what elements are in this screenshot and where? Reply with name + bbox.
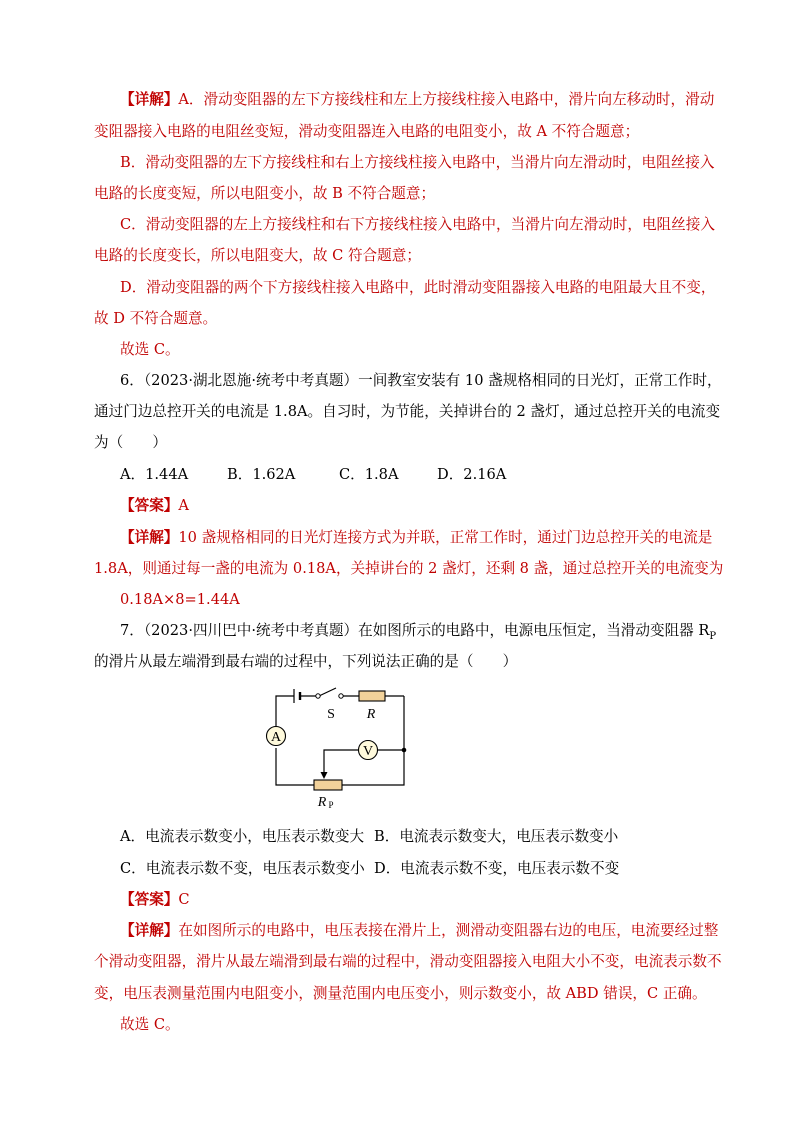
switch-blade — [319, 688, 336, 696]
q5-detail-line-3: B．滑动变阻器的左下方接线柱和右上方接线柱接入电路中，当滑片向左滑动时，电阻丝接入 — [120, 154, 715, 171]
rheostat-rp — [314, 780, 342, 790]
q7-detail-line-1: 【详解】在如图所示的电路中，电压表接在滑片上，测滑动变阻器右边的电压，电流要经过整 — [120, 922, 719, 939]
q7-detail-line-2: 个滑动变阻器，滑片从最左端滑到最右端的过程中，滑动变阻器接入电阻大小不变，电流表示数不 — [94, 953, 722, 970]
q5-detail-line-1: 【详解】A．滑动变阻器的左下方接线柱和左上方接线柱接入电路中，滑片向左移动时，滑动 — [120, 91, 715, 108]
q6-answer: 【答案】A — [120, 497, 189, 514]
q6-detail-line-3: 0.18A×8=1.44A — [120, 591, 240, 608]
q7-answer: 【答案】C — [120, 891, 190, 908]
circuit-diagram — [258, 684, 418, 810]
q5-detail-line-2: 变阻器接入电路的电阻丝变短，滑动变阻器连入电路的电阻变小，故 A 不符合题意； — [94, 123, 640, 140]
rheostat-subscript: P — [328, 800, 334, 810]
q7-option-c: C．电流表示数不变，电压表示数变小 — [120, 860, 365, 877]
q6-option-a: A．1.44A — [120, 466, 189, 483]
resistor-label: R — [366, 707, 376, 722]
q7-stem-line-2: 的滑片从最左端滑到最右端的过程中，下列说法正确的是（ ） — [94, 653, 518, 670]
q6-stem-line-1: 6．（2023·湖北恩施·统考中考真题）一间教室安装有 10 盏规格相同的日光灯，正常工作时， — [120, 372, 722, 389]
wire-left-bottom — [276, 748, 314, 785]
detail-label: 【详解】 — [120, 91, 179, 108]
ammeter-label: A — [270, 730, 282, 745]
q7-stem-line-1: 7．（2023·四川巴中·统考中考真题）在如图所示的电路中，电源电压恒定，当滑动变阻器 $R_P$ — [120, 622, 717, 642]
q7-option-b: B．电流表示数变大，电压表示数变小 — [374, 828, 619, 845]
junction-dot — [402, 748, 407, 753]
q6-option-b: B．1.62A — [227, 466, 296, 483]
resistor-r — [359, 691, 385, 701]
q5-choose: 故选 C。 — [120, 341, 180, 358]
q6-option-d: D．2.16A — [437, 466, 507, 483]
switch-contact-right — [339, 694, 343, 698]
q6-stem-line-3: 为（ ） — [94, 434, 167, 451]
switch-label: S — [327, 707, 335, 722]
q5-detail-line-7: D．滑动变阻器的两个下方接线柱接入电路中，此时滑动变阻器接入电路的电阻最大且不变， — [120, 279, 716, 296]
q6-stem-line-2: 通过门边总控开关的电流是 1.8A。自习时，为节能，关掉讲台的 2 盏灯，通过总控开关的电流变 — [94, 403, 721, 420]
q7-detail-line-3: 变，电压表测量范围内电阻变小，测量范围内电压变小，则示数变小，故 ABD 错误，C 正确。 — [94, 985, 707, 1002]
slider-arrow — [321, 772, 328, 779]
wire-voltmeter-slider — [324, 750, 358, 772]
q7-option-d: D．电流表示数不变，电压表示数不变 — [374, 860, 620, 877]
switch-contact-left — [316, 694, 320, 698]
voltmeter-label: V — [362, 744, 374, 759]
q5-detail-line-6: 电路的长度变长，所以电阻变大，故 C 符合题意； — [94, 247, 421, 264]
q6-detail-line-1: 【详解】10 盏规格相同的日光灯连接方式为并联，正常工作时，通过门边总控开关的电流是 — [120, 529, 713, 546]
q5-detail-line-4: 电路的长度变短，所以电阻变小，故 B 不符合题意； — [94, 185, 436, 202]
rheostat-label: R — [317, 795, 327, 810]
q6-detail-line-2: 1.8A，则通过每一盏的电流为 0.18A，关掉讲台的 2 盏灯，还剩 8 盏，通过总控开关的电流变为 — [94, 560, 724, 577]
q5-detail-line-8: 故 D 不符合题意。 — [94, 310, 218, 327]
q7-choose: 故选 C。 — [120, 1016, 180, 1033]
q7-option-a: A．电流表示数变小，电压表示数变大 — [120, 828, 365, 845]
q5-detail-line-5: C．滑动变阻器的左上方接线柱和右下方接线柱接入电路中，当滑片向左滑动时，电阻丝接入 — [120, 216, 715, 233]
q6-option-c: C．1.8A — [339, 466, 399, 483]
